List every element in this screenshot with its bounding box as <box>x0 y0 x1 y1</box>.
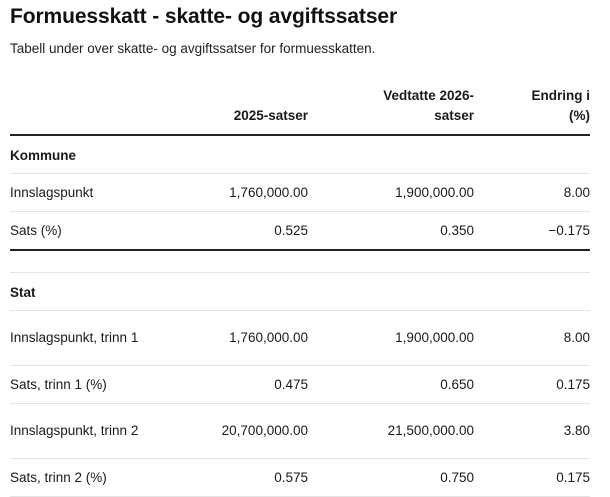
value-2025: 0.475 <box>150 366 308 404</box>
value-2026: 0.650 <box>308 366 474 404</box>
table-row <box>10 404 590 459</box>
row-label: Innslagspunkt <box>10 174 150 212</box>
section-spacer <box>10 250 590 273</box>
section-title: Kommune <box>10 135 150 174</box>
row-label: Sats (%) <box>10 212 150 251</box>
value-2025: 1,760,000.00 <box>150 311 308 366</box>
row-label: Sats, trinn 2 (%) <box>10 459 150 497</box>
table-row <box>10 212 590 251</box>
value-2025: 0.575 <box>150 459 308 497</box>
header-2025: 2025-satser <box>150 82 308 135</box>
table-row <box>10 311 590 366</box>
value-2026: 1,900,000.00 <box>308 311 474 366</box>
table-row <box>10 459 590 497</box>
table-row <box>10 366 590 404</box>
section-row-stat <box>10 273 590 311</box>
table-header <box>10 82 590 135</box>
value-2026: 0.750 <box>308 459 474 497</box>
value-change: 0.175 <box>474 459 590 497</box>
section-title: Stat <box>10 273 150 311</box>
value-2026: 21,500,000.00 <box>308 404 474 459</box>
value-change: 8.00 <box>474 174 590 212</box>
header-label <box>10 82 150 135</box>
header-change: Endring i (%) <box>474 82 590 135</box>
value-change: 3.80 <box>474 404 590 459</box>
row-label: Innslagspunkt, trinn 1 <box>10 311 150 366</box>
value-change: 8.00 <box>474 311 590 366</box>
header-row <box>10 82 590 135</box>
value-change: 0.175 <box>474 366 590 404</box>
row-label: Sats, trinn 1 (%) <box>10 366 150 404</box>
table-body <box>10 135 590 497</box>
value-2025: 0.525 <box>150 212 308 251</box>
table-row <box>10 174 590 212</box>
value-2026: 1,900,000.00 <box>308 174 474 212</box>
row-label: Innslagspunkt, trinn 2 <box>10 404 150 459</box>
value-2026: 0.350 <box>308 212 474 251</box>
rates-table <box>10 82 590 497</box>
value-2025: 1,760,000.00 <box>150 174 308 212</box>
section-row-kommune <box>10 135 590 174</box>
page-subtitle: Tabell under over skatte- og avgiftssatser for formuesskatten. <box>10 41 376 56</box>
value-change: −0.175 <box>474 212 590 251</box>
page-title: Formuesskatt - skatte- og avgiftssatser <box>10 5 398 28</box>
header-2026: Vedtatte 2026- satser <box>308 82 474 135</box>
value-2025: 20,700,000.00 <box>150 404 308 459</box>
